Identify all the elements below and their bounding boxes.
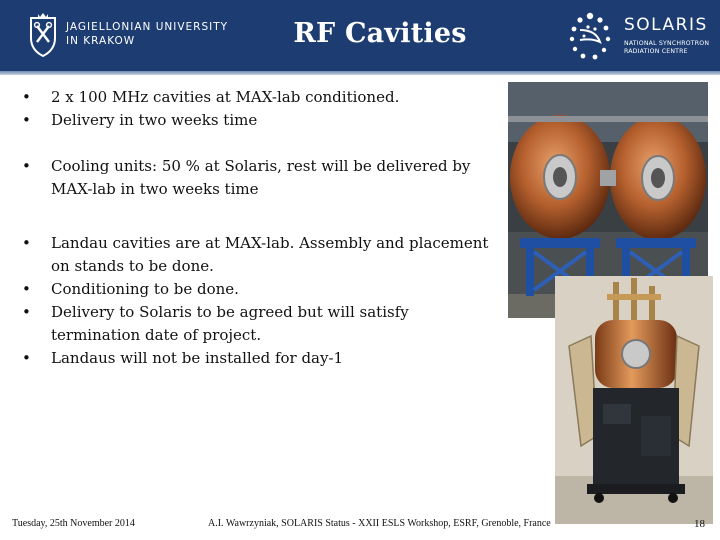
solaris-subtitle: [624, 40, 709, 55]
bullet-glyph: •: [22, 88, 31, 106]
bullet-item: [22, 278, 502, 301]
bullet-text: Cooling units: 50 % at Solaris, rest will be delivered by MAX-lab in two weeks time: [51, 157, 471, 198]
bullet-glyph: •: [22, 234, 31, 252]
university-name-line-1: JAGIELLONIAN UNIVERSITY: [66, 21, 229, 33]
bullet-text: Delivery to Solaris to be agreed but will satisfy termination date of project.: [51, 303, 409, 344]
bullet-glyph: •: [22, 157, 31, 175]
bullet-text: 2 x 100 MHz cavities at MAX-lab conditioned.: [51, 88, 400, 106]
bullet-item: [22, 109, 502, 132]
bullet-glyph: •: [22, 349, 31, 367]
bullet-item: [22, 301, 502, 347]
page-number: 18: [694, 518, 705, 530]
university-name: [66, 20, 228, 48]
header-divider: [0, 71, 720, 75]
bullet-glyph: •: [22, 111, 31, 129]
bullet-item: [22, 86, 502, 109]
bullet-glyph: •: [22, 280, 31, 298]
landau-cavity-illustration: [555, 276, 713, 524]
university-logo: [28, 12, 228, 58]
bullet-text: Landaus will not be installed for day-1: [51, 349, 344, 367]
solaris-subtitle-line-2: RADIATION CENTRE: [624, 47, 688, 55]
bullet-item: [22, 155, 502, 201]
bullet-text: Conditioning to be done.: [51, 280, 239, 298]
university-crest-icon: [28, 12, 58, 58]
solaris-emblem-icon: [566, 8, 616, 64]
solaris-logo: [566, 6, 716, 66]
landau-cavity-photo: [555, 276, 713, 524]
header-bar: [0, 0, 720, 71]
footer-date: Tuesday, 25th November 2014: [12, 518, 135, 529]
bullet-glyph: •: [22, 303, 31, 321]
bullet-text: Landau cavities are at MAX-lab. Assembly and placement on stands to be done.: [51, 234, 489, 275]
page-title: RF Cavities: [293, 18, 467, 49]
footer-citation: A.I. Wawrzyniak, SOLARIS Status - XXII ESLS Workshop, ESRF, Grenoble, France: [208, 518, 551, 529]
bullet-list: [22, 86, 502, 370]
university-name-line-2: IN KRAKOW: [66, 35, 136, 47]
bullet-item: [22, 232, 502, 278]
bullet-text: Delivery in two weeks time: [51, 111, 258, 129]
solaris-subtitle-line-1: NATIONAL SYNCHROTRON: [624, 40, 710, 47]
bullet-item: [22, 347, 502, 370]
solaris-name: SOLARIS: [624, 15, 708, 35]
